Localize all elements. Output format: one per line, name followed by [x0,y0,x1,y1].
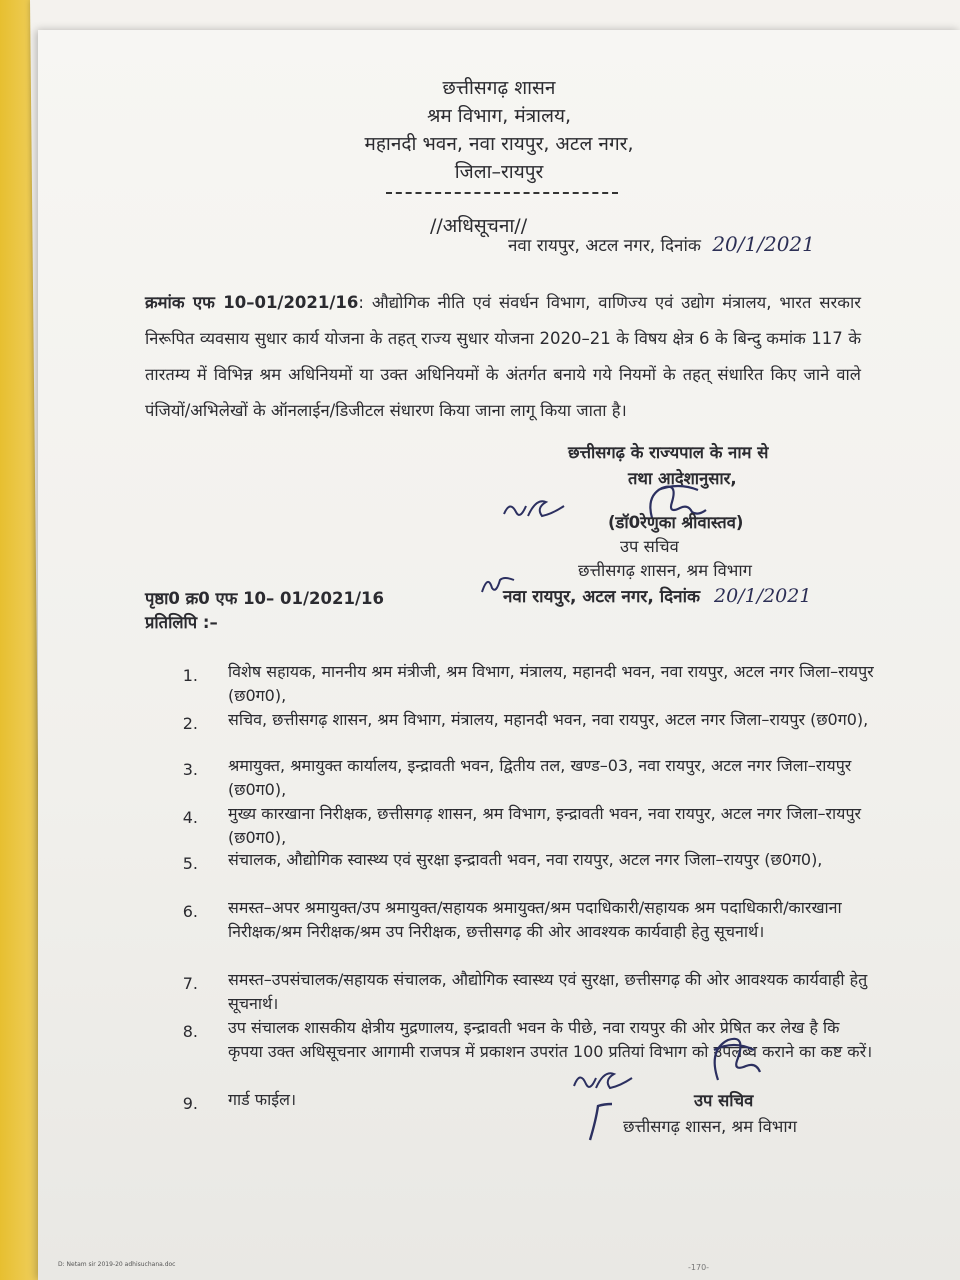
body-text: : औद्योगिक नीति एवं संवर्धन विभाग, वाणिज्य एवं उद्योग मंत्रालय, भारत सरकार निरूपित व्यवसाय सुधार कार्य योजना के तहत् राज्य सुधार योजना 2020–21 के विषय क्षेत्र 6 के बिन्दु कमांक 117 के तारतम्य में विभिन्न श्रम अधिनियमों या उक्त अधिनियमों के अंतर्गत बनाये गये नियमों के तहत् संधारित किए जाने वाले पंजियों/अभिलेखों के ऑनलाईन/डिजीटल संधारण किया जाना लागू किया जाता है। [145,293,862,420]
list-item [178,656,878,704]
list-item-number: 7. [182,974,198,993]
list-item [178,844,878,892]
list-item-number: 4. [182,808,198,827]
reference-number: क्रमांक एफ 10–01/2021/16 [145,293,359,312]
list-item-text: मुख्य कारखाना निरीक्षक, छत्तीसगढ़ शासन, श्रम विभाग, इन्द्रावती भवन, नवा रायपुर, अटल नगर जिला–रायपुर (छ0ग0), [228,804,862,847]
document-page [38,30,960,1280]
header-divider [386,192,618,194]
page-number: -170- [688,1263,710,1272]
signatory-designation: उप सचिव [620,537,679,556]
header-line-1: छत्तीसगढ़ शासन [442,77,556,99]
list-item-number: 3. [182,760,198,779]
list-item-text: समस्त–उपसंचालक/सहायक संचालक, औद्योगिक स्वास्थ्य एवं सुरक्षा, छत्तीसगढ़ की ओर आवश्यक कार्यवाही हेतु सूचनार्थ। [228,970,868,1013]
governor-order-line-2: तथा आदेशानुसार, [628,469,737,488]
list-item-text: गार्ड फाईल। [228,1090,297,1109]
copy-handwritten-date: 20/1/2021 [714,585,812,607]
list-item [178,892,878,964]
list-item-number: 9. [182,1094,198,1113]
copy-place-date [503,584,811,607]
header-line-2: श्रम विभाग, मंत्रालय, [426,105,572,127]
list-item [178,704,878,750]
list-item [178,1084,878,1114]
notification-title: //अधिसूचना// [430,215,528,237]
header-line-4: जिला–रायपुर [454,161,544,183]
list-item-number: 1. [182,666,198,685]
place-date-label: नवा रायपुर, अटल नगर, दिनांक [508,236,701,256]
list-item [178,798,878,847]
list-item-number: 6. [182,902,198,921]
list-item-text: विशेष सहायक, माननीय श्रम मंत्रीजी, श्रम विभाग, मंत्रालय, महानदी भवन, नवा रायपुर, अटल नगर जिला–रायपुर (छ0ग0), [228,662,874,705]
list-item-text: सचिव, छत्तीसगढ़ शासन, श्रम विभाग, मंत्रालय, महानदी भवन, नवा रायपुर, अटल नगर जिला–रायपुर (छ0ग0), [228,710,869,729]
signatory-name: (डॉ0रेणुका श्रीवास्तव) [608,513,744,532]
final-department: छत्तीसगढ़ शासन, श्रम विभाग [623,1117,797,1136]
copy-reference-number: पृष्ठा0 क्र0 एफ 10– 01/2021/16 [145,589,384,608]
handwritten-date: 20/1/2021 [712,232,815,256]
copy-place-date-label: नवा रायपुर, अटल नगर, दिनांक [503,587,701,607]
list-item-number: 5. [182,854,198,873]
final-designation: उप सचिव [694,1091,754,1110]
notification-body [145,285,861,429]
list-item-number: 2. [182,714,198,733]
file-path: D: Netam sir 2019-20 adhisuchana.doc [58,1261,176,1268]
list-item [178,750,878,798]
governor-order-line: छत्तीसगढ़ के राज्यपाल के नाम से [568,443,769,462]
copy-recipient-list [178,656,878,1114]
list-item-number: 8. [182,1022,198,1041]
list-item-text: समस्त–अपर श्रमायुक्त/उप श्रमायुक्त/सहायक श्रमायुक्त/श्रम पदाधिकारी/सहायक श्रम पदाधिकारी/कारखाना निरीक्षक/श्रम निरीक्षक/श्रम उप निरीक्षक, छत्तीसगढ़ की ओर आवश्यक कार्यवाही हेतु सूचनार्थ। [228,898,842,941]
signatory-department: छत्तीसगढ़ शासन, श्रम विभाग [578,561,752,580]
list-item [178,964,878,1012]
list-item-text: श्रमायुक्त, श्रमायुक्त कार्यालय, इन्द्रावती भवन, द्वितीय तल, खण्ड–03, नवा रायपुर, अटल नगर जिला–रायपुर (छ0ग0), [228,756,852,799]
header-line-3: महानदी भवन, नवा रायपुर, अटल नगर, [364,133,634,155]
list-item-text: संचालक, औद्योगिक स्वास्थ्य एवं सुरक्षा इन्द्रावती भवन, नवा रायपुर, अटल नगर जिला–रायपुर (छ0ग0), [228,850,823,869]
copy-label: प्रतिलिपि :– [145,613,218,632]
list-item-text: उप संचालक शासकीय क्षेत्रीय मुद्रणालय, इन्द्रावती भवन के पीछे, नवा रायपुर की ओर प्रेषित कर लेख है कि कृपया उक्त अधिसूचनार आगामी राजपत्र में प्रकाशन उपरांत 100 प्रतियां विभाग को उपलब्ध कराने का कष्ट करें। [228,1018,873,1061]
list-item [178,1012,878,1084]
notification-place-date [508,232,815,256]
